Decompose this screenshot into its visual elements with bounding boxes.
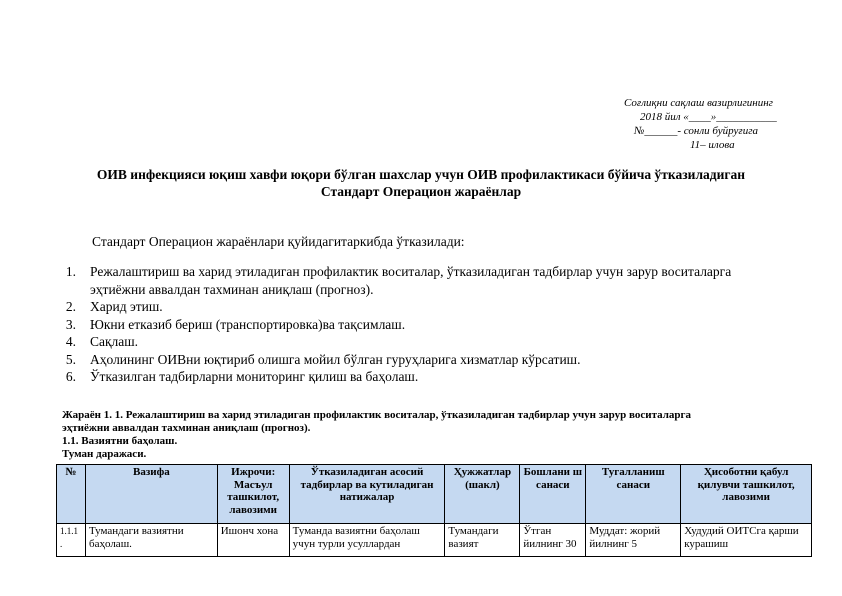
section-line-4: Туман даражаси. (62, 448, 147, 460)
table-cell: Худудий ОИТСга қарши курашиш (681, 524, 812, 557)
title-line-1: ОИВ инфекцияси юқиш хавфи юқори бўлган шахслар учун ОИВ профилактикаси бўйича ўтказиладиган (96, 167, 746, 182)
column-header: Тугалланиш санаси (586, 465, 681, 524)
list-item: 1. Режалаштириш ва харид этиладиган профилактик воситалар, ўтказиладиган тадбирлар учун зарур воситаларга эҳтиёжни аввалдан тахминан аниқлаш (прогноз). (65, 264, 732, 297)
column-header: Ўтказиладиган асосий тадбирлар ва кутиладиган натижалар (289, 465, 445, 524)
approval-header (600, 96, 800, 152)
table-row (57, 524, 812, 557)
section-line-3: 1.1. Вазиятни баҳолаш. (62, 435, 178, 447)
table-cell: Туманда вазиятни баҳолаш учун турли усуллардан (289, 524, 445, 557)
table-cell: Тумандаги вазиятни баҳолаш. (85, 524, 217, 557)
column-header: Вазифа (85, 465, 217, 524)
list-item: 3. Юкни етказиб бериш (транспортировка)ва тақсимлаш. (65, 316, 406, 332)
table-cell: Ишонч хона (217, 524, 289, 557)
section-line-1: Жараён 1. 1. Режалаштириш ва харид этиладиган профилактик воситалар, ўтказиладиган тадбирлар учун зарур воситаларга (62, 409, 691, 421)
table-cell: Ўтган йилнинг 30 (520, 524, 586, 557)
table-header-row (57, 465, 812, 524)
header-line-order: №______- сонли буйруғига (634, 125, 758, 137)
list-item: 4. Сақлаш. (65, 334, 139, 349)
list-item: 2. Харид этиш. (65, 299, 163, 314)
section-line-2: эҳтиёжни аввалдан тахминан аниқлаш (прогноз). (62, 422, 311, 434)
header-line-date: 2018 йил «____»___________ (640, 111, 777, 123)
column-header: Бошлани ш санаси (520, 465, 586, 524)
column-header: Ҳужжатлар (шакл) (445, 465, 520, 524)
plan-table (56, 464, 812, 557)
table-cell: Тумандаги вазият (445, 524, 520, 557)
steps-list (62, 263, 782, 386)
document-title (40, 166, 802, 200)
header-line-annex: 11– илова (690, 139, 735, 151)
column-header: Ижрочи: Масъул ташкилот, лавозими (217, 465, 289, 524)
header-line-ministry: Соғлиқни сақлаш вазирлигининг (624, 97, 773, 109)
intro-text: Стандарт Операцион жараёнлари қуйидагитаркибда ўтказилади: (92, 234, 465, 249)
list-item: 6. Ўтказилган тадбирларни мониторинг қилиш ва баҳолаш. (65, 369, 419, 384)
table-cell: Муддат: жорий йилнинг 5 (586, 524, 681, 557)
column-header: Ҳисоботни қабул қилувчи ташкилот, лавозими (681, 465, 812, 524)
column-header: № (57, 465, 86, 524)
title-line-2: Стандарт Операцион жараёнлар (320, 184, 522, 199)
list-item: 5. Аҳолининг ОИВни юқтириб олишга мойил бўлган гуруҳларига хизматлар кўрсатиш. (65, 351, 581, 367)
section-heading (62, 409, 782, 461)
table-cell: 1.1.1 . (57, 524, 86, 557)
